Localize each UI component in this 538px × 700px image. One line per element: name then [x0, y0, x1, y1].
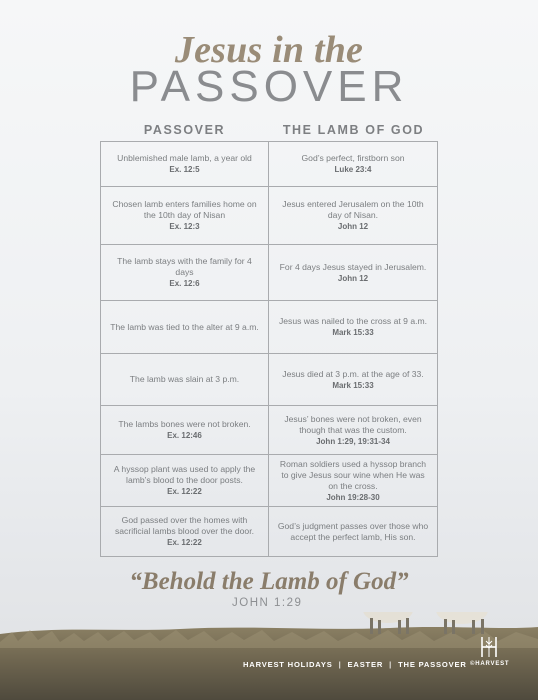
cell-reference: Ex. 12:6 [169, 279, 200, 288]
table-cell-passover [101, 245, 269, 300]
cell-text: God passed over the homes with sacrificial lambs blood over the door. [114, 515, 254, 536]
cell-text: God’s judgment passes over those who accept the perfect lamb, His son. [277, 520, 429, 542]
cell-text: The lamb was slain at 3 p.m. [129, 374, 240, 384]
quote-text: “Behold the Lamb of God” [129, 568, 409, 595]
column-header-passover: PASSOVER [143, 123, 226, 137]
cell-text: Jesus was nailed to the cross at 9 a.m. [278, 316, 428, 326]
table-cell-lamb [269, 142, 437, 186]
footer-item-easter: EASTER [347, 660, 384, 669]
page-title-line2: PASSOVER [129, 62, 409, 111]
table-cell-passover [101, 354, 269, 405]
table-row [101, 142, 437, 187]
cell-text: Unblemished male lamb, a year old [117, 153, 252, 163]
cell-text: Jesus entered Jerusalem on the 10th day of Nisan. [282, 199, 424, 220]
cell-reference: John 19:28-30 [326, 492, 380, 502]
cell-reference: Ex. 12:22 [167, 487, 202, 496]
cell-text: The lambs bones were not broken. [118, 419, 251, 429]
footer-nav [243, 660, 467, 669]
footer-item-harvest-holidays: HARVEST HOLIDAYS [243, 660, 333, 669]
table-cell-lamb [269, 245, 437, 300]
cell-reference: Ex. 12:22 [167, 538, 202, 547]
cell-reference: Ex. 12:5 [169, 165, 200, 174]
cell-reference: Ex. 12:3 [169, 222, 200, 231]
footer-item-the-passover: THE PASSOVER [398, 660, 467, 669]
table-cell-passover [101, 301, 269, 353]
table-row [101, 507, 437, 556]
cell-reference: Luke 23:4 [334, 165, 372, 174]
cell-reference: John 12 [337, 273, 369, 283]
table-row [101, 455, 437, 507]
table-cell-passover [101, 507, 269, 556]
cell-reference: Mark 15:33 [332, 328, 374, 337]
cell-text: The lamb was tied to the alter at 9 a.m. [110, 321, 259, 332]
table-cell-lamb [269, 507, 437, 556]
harvest-logo-icon [478, 635, 500, 659]
table-cell-lamb [269, 301, 437, 353]
grass-field-with-sheep [0, 612, 538, 700]
table-row [101, 245, 437, 301]
cell-text: Jesus died at 3 p.m. at the age of 33. [282, 368, 424, 379]
cell-text: Roman soldiers used a hyssop branch to give Jesus sour wine when He was on the cross. [279, 458, 427, 491]
logo-text: ©HARVEST [470, 661, 510, 667]
table-row [101, 187, 437, 245]
column-header-lamb-of-god: THE LAMB OF GOD [282, 123, 425, 137]
comparison-table [100, 141, 438, 557]
cell-reference: Ex. 12:46 [167, 431, 202, 440]
quote-reference: JOHN 1:29 [232, 597, 303, 609]
cell-text: God’s perfect, firstborn son [301, 153, 405, 163]
table-row [101, 354, 437, 406]
cell-reference: John 12 [337, 222, 369, 231]
table-cell-passover [101, 455, 269, 506]
table-row [101, 301, 437, 354]
cell-text: Jesus’ bones were not broken, even though that was the custom. [284, 413, 422, 435]
table-cell-lamb [269, 406, 437, 454]
column-headers [100, 123, 438, 137]
cell-text: For 4 days Jesus stayed in Jerusalem. [279, 261, 427, 272]
table-cell-passover [101, 406, 269, 454]
table-cell-passover [101, 187, 269, 244]
table-cell-passover [101, 142, 269, 186]
footer-separator: | [389, 660, 393, 669]
table-cell-lamb [269, 354, 437, 405]
cell-text: Chosen lamb enters families home on the 10th day of Nisan [112, 199, 257, 220]
table-cell-lamb [269, 455, 437, 506]
footer-separator: | [338, 660, 342, 669]
table-cell-lamb [269, 187, 437, 244]
cell-text: The lamb stays with the family for 4 days [117, 256, 252, 277]
cell-text: A hyssop plant was used to apply the lamb’s blood to the door posts. [113, 464, 256, 485]
cell-reference: John 1:29, 19:31-34 [316, 436, 390, 446]
cell-reference: Mark 15:33 [332, 380, 374, 390]
table-row [101, 406, 437, 455]
page-title-line1: Jesus in the [174, 29, 364, 71]
